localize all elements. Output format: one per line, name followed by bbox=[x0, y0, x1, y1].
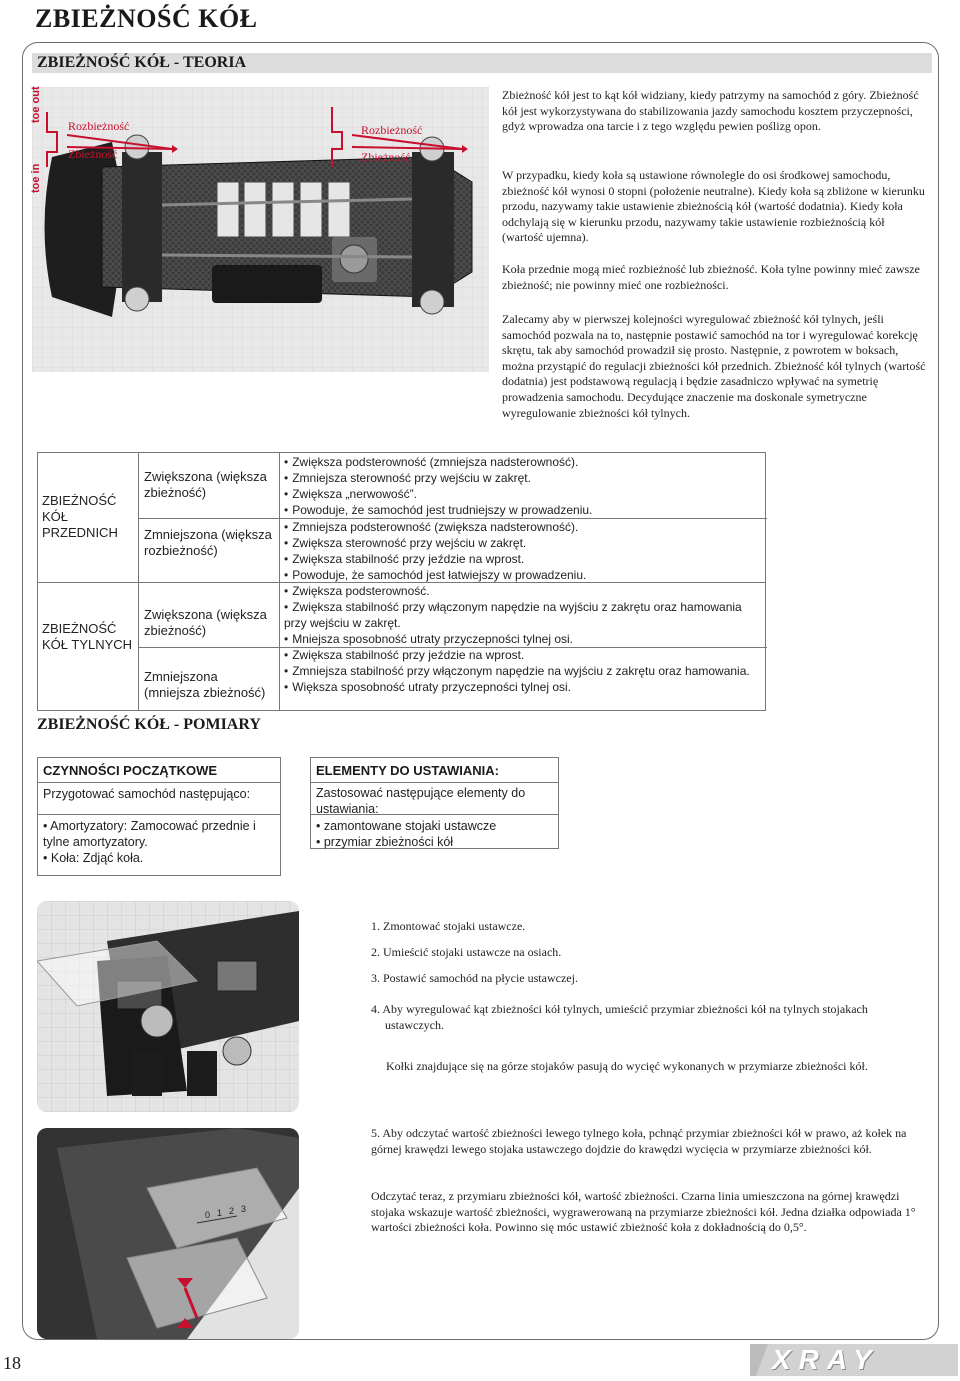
effects-front-decreased bbox=[284, 519, 764, 583]
list-item: • przymiar zbieżności kół bbox=[316, 835, 454, 849]
effect-item: • Powoduje, że samochód jest trudniejszy w prowadzeniu. bbox=[284, 503, 593, 517]
setting-rear-decreased: Zmniejszona (mniejsza zbieżność) bbox=[144, 669, 266, 700]
effect-item: • Zwiększa stabilność przy jeździe na wprost. bbox=[284, 552, 525, 566]
elements-box bbox=[310, 757, 559, 849]
elements-box-intro: Zastosować następujące elementy do ustawiania: bbox=[316, 786, 526, 816]
effect-item: • Powoduje, że samochód jest łatwiejszy w prowadzeniu. bbox=[284, 568, 587, 582]
page-title: ZBIEŻNOŚĆ KÓŁ bbox=[35, 4, 258, 33]
step-4-note: Kołki znajdujące się na górze stojaków pasują do wycięć wykonanych w przymiarze zbieżności kół. bbox=[386, 1059, 868, 1073]
effect-item: • Zwiększa stabilność przy jeździe na wprost. bbox=[284, 648, 525, 662]
theory-paragraph-3: Koła przednie mogą mieć rozbieżność lub zbieżność. Koła tylne powinny mieć zawsze zbieżność; nie powinny mieć one rozbieżności. bbox=[502, 262, 920, 292]
setting-front-increased: Zwiększona (większa zbieżność) bbox=[144, 469, 267, 500]
gauge-mark: 3 bbox=[241, 1204, 247, 1214]
effect-item: • Zwiększa stabilność przy włączonym napędzie na wyjściu z zakrętu oraz hamowania przy wejściu w zakręt. bbox=[284, 600, 742, 630]
effect-item: • Zmniejsza sterowność przy wejściu w zakręt. bbox=[284, 471, 531, 485]
page-number: 18 bbox=[3, 1353, 21, 1373]
gauge-mark: 0 bbox=[205, 1210, 211, 1220]
setup-stands-illustration bbox=[37, 901, 299, 1112]
group-label-front: ZBIEŻNOŚĆ KÓŁ PRZEDNICH bbox=[42, 493, 118, 540]
label-toe-out-left: Rozbieżność bbox=[68, 119, 130, 133]
label-vertical-toe-out: toe out bbox=[30, 86, 42, 123]
step-5: 5. Aby odczytać wartość zbieżności lewego tylnego koła, pchnąć przymiar zbieżności kół w prawo, aż kołek na górnej krawędzi lewego stojaka ustawczego dojdzie do krawędzi wycięcia w przymiarze zbieżności kół. bbox=[371, 1126, 907, 1156]
xray-logo bbox=[750, 1344, 958, 1376]
effect-item: • Zwiększa podsterowność (zmniejsza nadsterowność). bbox=[284, 455, 579, 469]
step-5-note: Odczytać teraz, z przymiaru zbieżności kół, wartość zbieżności. Czarna linia umieszczona na górnej krawędzi stojaka wskazuje wartość zbieżności, wygrawerowaną na przymiarze zbieżności kół. Jedna działka odpowiada 1° wartości zbieżności koła. Powinno się móc ustawić zbieżność koła z dokładnością do 0,5°. bbox=[371, 1189, 916, 1235]
label-toe-in-right: Zbieżność bbox=[361, 150, 411, 164]
step-1: 1. Zmontować stojaki ustawcze. bbox=[371, 919, 526, 933]
effects-rear-increased bbox=[284, 583, 764, 663]
chassis-top-view-photo bbox=[32, 87, 489, 372]
box-divider bbox=[311, 782, 558, 783]
toe-effects-table bbox=[37, 452, 766, 711]
xray-logo-text: XRAY bbox=[772, 1344, 880, 1375]
step-2: 2. Umieścić stojaki ustawcze na osiach. bbox=[371, 945, 562, 959]
prep-box-list bbox=[43, 818, 277, 866]
section-title-measurement: ZBIEŻNOŚĆ KÓŁ - POMIARY bbox=[37, 716, 261, 733]
toe-gauge-illustration bbox=[37, 1128, 299, 1339]
elements-box-list bbox=[316, 818, 556, 850]
list-item: • zamontowane stojaki ustawcze bbox=[316, 819, 497, 833]
elements-box-header: ELEMENTY DO USTAWIANIA: bbox=[316, 763, 499, 778]
theory-paragraph-4: Zalecamy aby w pierwszej kolejności wyregulować zbieżność kół tylnych, jeśli samochód pozwala na to, następnie postawić samochód na tor i wyregulować korekcję skrętu, tak aby samochód prowadził się prosto. Następnie, z powrotem w boksach, można przystąpić do regulacji zbieżności kół przednich. Zbieżność kół tylnych (wartość dodatnia) jest podstawową regulacją i będzie zasadniczo wpływać na symetrię prowadzenia samochodu. Decydujące znaczenie ma doskonale symetryczne wyregulowanie zbieżności kół tylnych. bbox=[502, 312, 926, 420]
effects-front-increased bbox=[284, 454, 764, 518]
prep-box bbox=[37, 757, 281, 876]
list-item: • Amortyzatory: Zamocować przednie i tylne amortyzatory. bbox=[43, 819, 256, 849]
effect-item: • Zmniejsza podsterowność (zwiększa nadsterowność). bbox=[284, 520, 579, 534]
setting-front-decreased: Zmniejszona (większa rozbieżność) bbox=[144, 527, 272, 558]
setting-rear-increased: Zwiększona (większa zbieżność) bbox=[144, 607, 267, 638]
gauge-mark: 1 bbox=[217, 1208, 223, 1218]
effect-item: • Mniejsza sposobność utraty przyczepności tylnej osi. bbox=[284, 632, 573, 646]
effects-rear-decreased bbox=[284, 663, 764, 695]
box-divider bbox=[38, 782, 280, 783]
box-divider bbox=[38, 814, 280, 815]
effect-item: • Zmniejsza stabilność przy włączonym napędzie na wyjściu z zakrętu oraz hamowania. bbox=[284, 664, 750, 678]
prep-box-header: CZYNNOŚCI POCZĄTKOWE bbox=[43, 763, 218, 778]
prep-box-intro: Przygotować samochód następująco: bbox=[43, 787, 251, 801]
label-vertical-toe-in: toe in bbox=[30, 163, 42, 193]
theory-paragraph-1: Zbieżność kół jest to kąt kół widziany, kiedy patrzymy na samochód z góry. Zbieżność kół jest wykorzystywana do stabilizowania jazdy samochodu kosztem przyczepności, gdyż wprowadza ona tarcie i z tego względu pewien poślizg opon. bbox=[502, 88, 919, 134]
label-toe-out-right: Rozbieżność bbox=[361, 123, 423, 137]
step-3: 3. Postawić samochód na płycie ustawczej. bbox=[371, 971, 578, 985]
list-item: • Koła: Zdjąć koła. bbox=[43, 851, 144, 865]
effect-item: • Większa sposobność utraty przyczepności tylnej osi. bbox=[284, 680, 571, 694]
step-4: 4. Aby wyregulować kąt zbieżności kół tylnych, umieścić przymiar zbieżności kół na tylnych stojakach ustawczych. bbox=[371, 1002, 868, 1032]
gauge-mark: 2 bbox=[229, 1206, 235, 1216]
setup-stands-photo bbox=[37, 901, 299, 1112]
label-toe-in-left: Zbieżność bbox=[68, 147, 118, 161]
effect-item: • Zwiększa sterowność przy wejściu w zakręt. bbox=[284, 536, 527, 550]
theory-paragraph-2: W przypadku, kiedy koła są ustawione równolegle do osi środkowej samochodu, zbieżność kół wynosi 0 stopni (położenie neutralne). Kiedy koła są zbliżone w kierunku przodu, nazywamy takie ustawienie zbieżnością kół (wartość dodatnia). Kiedy koła odchylają się w kierunku przodu, nazywamy takie ustawienie rozbieżnością kół (wartość ujemna). bbox=[502, 168, 925, 245]
effect-item: • Zwiększa „nerwowość”. bbox=[284, 487, 417, 501]
group-label-rear: ZBIEŻNOŚĆ KÓŁ TYLNYCH bbox=[42, 621, 133, 652]
toe-gauge-photo bbox=[37, 1128, 299, 1339]
section-title-theory: ZBIEŻNOŚĆ KÓŁ - TEORIA bbox=[37, 54, 247, 71]
effect-item: • Zwiększa podsterowność. bbox=[284, 584, 430, 598]
